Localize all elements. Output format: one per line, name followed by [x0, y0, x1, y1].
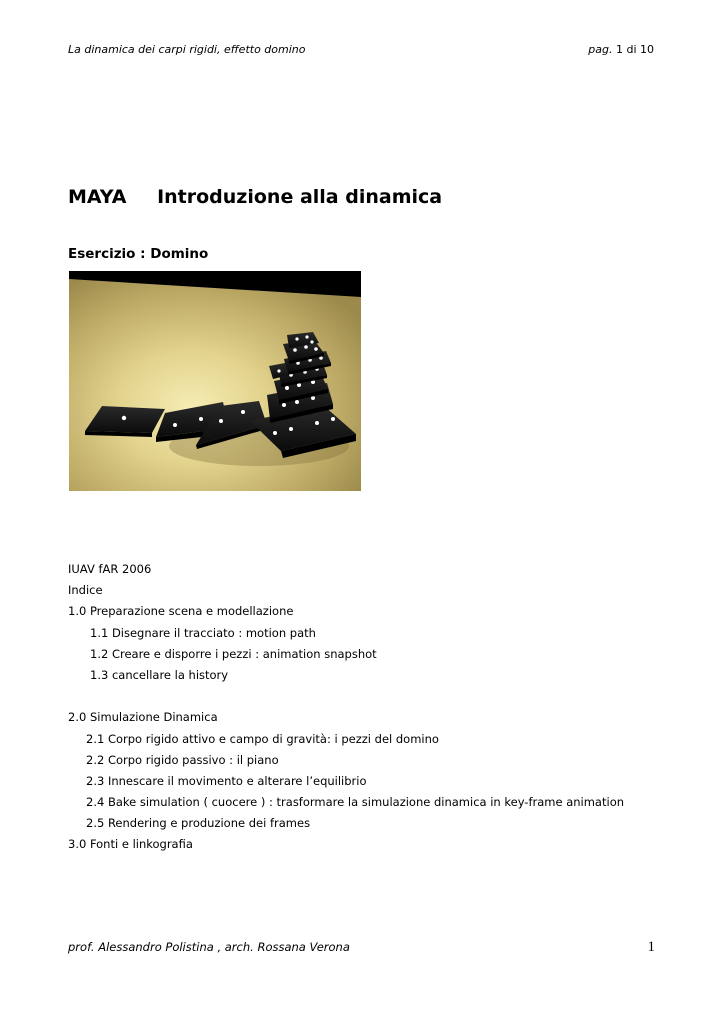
toc-item: 1.3 cancellare la history [90, 667, 229, 682]
title-heading: Introduzione alla dinamica [157, 186, 443, 208]
page-number: 1 [647, 939, 655, 955]
index-heading: Indice [68, 583, 103, 598]
footer-authors: prof. Alessandro Polistina , arch. Rossana Verona [68, 940, 350, 954]
toc-item: 2.2 Corpo rigido passivo : il piano [86, 752, 279, 767]
toc-item: 2.3 Innescare il movimento e alterare l’equilibrio [86, 773, 367, 788]
header-page-label: pag. [588, 43, 613, 56]
toc-item: 1.1 Disegnare il tracciato : motion path [90, 625, 316, 640]
exercise-subtitle: Esercizio : Domino [68, 246, 209, 262]
table-of-contents [68, 559, 624, 856]
toc-item: 1.0 Preparazione scena e modellazione [68, 604, 294, 619]
page-title [68, 186, 442, 208]
toc-item: 2.5 Rendering e produzione dei frames [86, 816, 311, 831]
spacer [68, 686, 624, 707]
header-title: La dinamica dei carpi rigidi, effetto domino [68, 43, 306, 56]
domino-render-image [69, 271, 361, 491]
title-app: MAYA [68, 186, 127, 208]
header-page-count: 1 di 10 [615, 43, 654, 56]
toc-item: 1.2 Creare e disporre i pezzi : animation snapshot [90, 646, 377, 661]
toc-item: 2.4 Bake simulation ( cuocere ) : trasformare la simulazione dinamica in key-frame animation [86, 795, 625, 810]
toc-item: 3.0 Fonti e linkografia [68, 837, 193, 852]
course-line: IUAV fAR 2006 [68, 562, 152, 576]
header-page-info [588, 43, 654, 56]
toc-item: 2.0 Simulazione Dinamica [68, 710, 218, 725]
toc-item: 2.1 Corpo rigido attivo e campo di gravità: i pezzi del domino [86, 731, 439, 746]
